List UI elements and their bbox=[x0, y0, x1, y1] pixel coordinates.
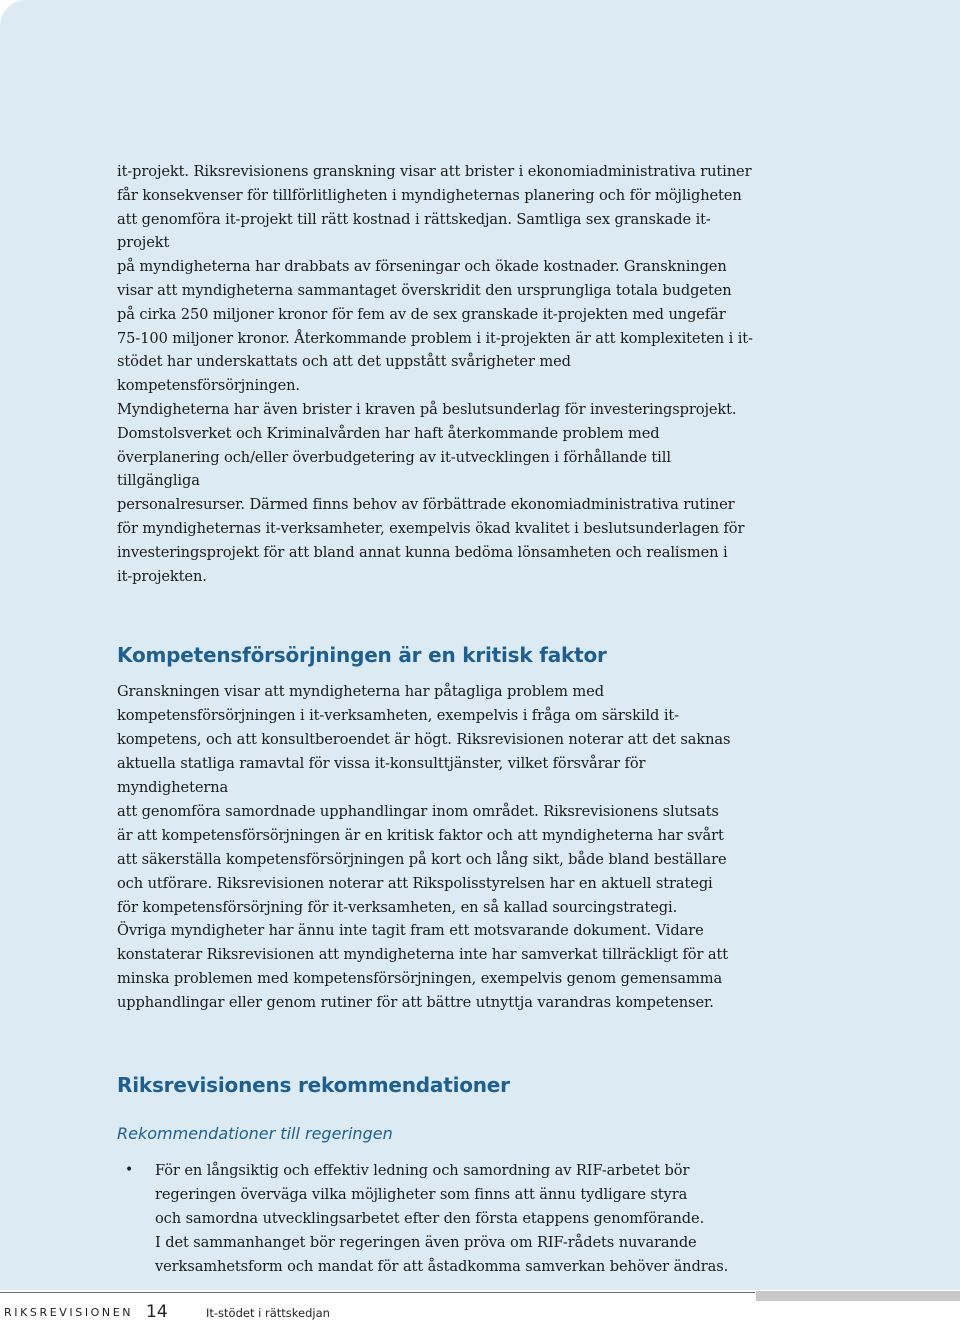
paragraph-kompetens bbox=[117, 680, 757, 1015]
text-line: Granskningen visar att myndigheterna har påtagliga problem med bbox=[117, 683, 604, 701]
text-line: investeringsprojekt för att bland annat kunna bedöma lönsamheten och realismen i bbox=[117, 543, 728, 561]
footer-organization: RIKSREVISIONEN bbox=[4, 1306, 134, 1319]
text-line: på cirka 250 miljoner kronor för fem av de sex granskade it-projekten med ungefär bbox=[117, 305, 726, 323]
paragraph-budget-issues bbox=[117, 160, 757, 588]
text-line: Domstolsverket och Kriminalvården har haft återkommande problem med bbox=[117, 424, 660, 442]
text-line: stödet har underskattats och att det uppstått svårigheter med kompetensförsörjningen. bbox=[117, 353, 571, 395]
text-line: är att kompetensförsörjningen är en kritisk faktor och att myndigheterna har svårt bbox=[117, 826, 724, 844]
text-line: på myndigheterna har drabbats av förseningar och ökade kostnader. Granskningen bbox=[117, 258, 727, 276]
text-line: kompetens, och att konsultberoendet är högt. Riksrevisionen noterar att det saknas bbox=[117, 731, 731, 749]
text-line: för myndigheternas it-verksamheter, exempelvis ökad kvalitet i beslutsunderlagen för bbox=[117, 519, 745, 537]
text-line: verksamhetsform och mandat för att åstadkomma samverkan behöver ändras. bbox=[155, 1257, 729, 1275]
page-number: 14 bbox=[146, 1302, 168, 1322]
text-line: och samordna utvecklingsarbetet efter den första etappens genomförande. bbox=[155, 1209, 705, 1227]
footer-document-title: It-stödet i rättskedjan bbox=[206, 1306, 330, 1320]
section-heading-kompetens: Kompetensförsörjningen är en kritisk faktor bbox=[117, 643, 607, 668]
text-line: att genomföra samordnade upphandlingar inom området. Riksrevisionens slutsats bbox=[117, 802, 719, 820]
footer-divider bbox=[0, 1292, 755, 1293]
text-line: I det sammanhanget bör regeringen även pröva om RIF-rådets nuvarande bbox=[155, 1233, 697, 1251]
text-line: kompetensförsörjningen i it-verksamheten, exempelvis i fråga om särskild it- bbox=[117, 707, 680, 725]
text-line: och utförare. Riksrevisionen noterar att Rikspolisstyrelsen har en aktuell strategi bbox=[117, 874, 713, 892]
text-line: 75-100 miljoner kronor. Återkommande problem i it-projekten är att komplexiteten i it- bbox=[117, 329, 753, 347]
text-line: Myndigheterna har även brister i kraven på beslutsunderlag för investeringsprojekt. bbox=[117, 400, 737, 418]
text-line: Övriga myndigheter har ännu inte tagit fram ett motsvarande dokument. Vidare bbox=[117, 922, 704, 940]
text-line: visar att myndigheterna sammantaget överskridit den ursprungliga totala budgeten bbox=[117, 281, 732, 299]
text-line: personalresurser. Därmed finns behov av förbättrade ekonomiadministrativa rutiner bbox=[117, 496, 735, 514]
text-line: it-projekt. Riksrevisionens granskning visar att brister i ekonomiadministrativa rutiner bbox=[117, 163, 752, 180]
text-line: aktuella statliga ramavtal för vissa it-konsulttjänster, vilket försvårar för myndigheterna bbox=[117, 755, 646, 796]
text-line: För en långsiktig och effektiv ledning och samordning av RIF-arbetet bör bbox=[155, 1162, 690, 1180]
text-line: att genomföra it-projekt till rätt kostnad i rättskedjan. Samtliga sex granskade it-projekt bbox=[117, 210, 711, 252]
list-item bbox=[117, 1159, 757, 1279]
text-line: regeringen överväga vilka möjligheter som finns att ännu tydligare styra bbox=[155, 1185, 688, 1203]
section-heading-recommendations: Riksrevisionens rekommendationer bbox=[117, 1073, 510, 1098]
footer-accent-bar bbox=[756, 1291, 960, 1301]
text-line: konstaterar Riksrevisionen att myndigheterna inte har samverkat tillräckligt för att bbox=[117, 946, 728, 964]
subheading-government: Rekommendationer till regeringen bbox=[117, 1124, 393, 1144]
text-line: it-projekten. bbox=[117, 567, 207, 585]
text-line: minska problemen med kompetensförsörjningen, exempelvis genom gemensamma bbox=[117, 970, 723, 988]
text-line: att säkerställa kompetensförsörjningen på kort och lång sikt, både bland beställare bbox=[117, 850, 727, 868]
main-content bbox=[117, 160, 757, 1279]
recommendation-list bbox=[117, 1159, 757, 1279]
text-line: för kompetensförsörjning för it-verksamheten, en så kallad sourcingstrategi. bbox=[117, 898, 678, 916]
text-line: upphandlingar eller genom rutiner för att bättre utnyttja varandras kompetenser. bbox=[117, 994, 714, 1012]
bullet-icon: • bbox=[125, 1162, 134, 1179]
text-line: överplanering och/eller överbudgetering av it-utvecklingen i förhållande till tillgängliga bbox=[117, 448, 671, 490]
text-line: får konsekvenser för tillförlitligheten i myndigheternas planering och för möjligheten bbox=[117, 186, 742, 204]
